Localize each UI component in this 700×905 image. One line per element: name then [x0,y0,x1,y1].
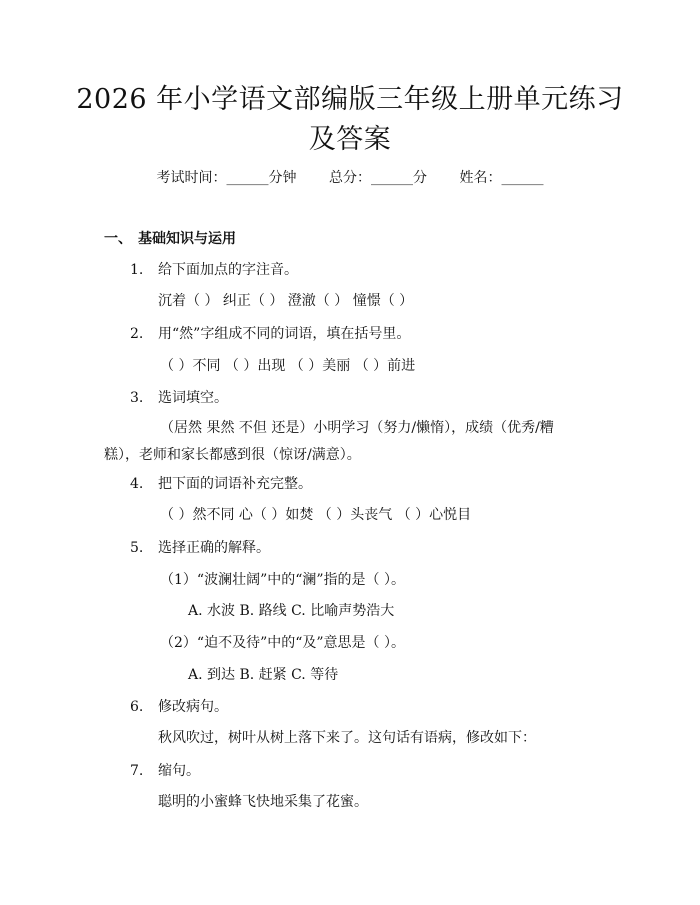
exam-info [0,168,700,188]
question-3-content: （居然 果然 不但 还是）小明学习（努力/懒惰），成绩（优秀/糟糕），老师和家长都感到很（惊讶/满意）。 [104,420,554,463]
question-7-content: 聪明的小蜜蜂飞快地采集了花蜜。 [158,794,368,810]
question-number: 6. [130,699,144,715]
question-number: 5. [130,540,144,556]
question-5-sub-2: （2）“迫不及待”中的“及”意思是（ ）。 [160,635,405,651]
question-number: 1. [130,262,144,278]
question-2-content: （ ）不同 （ ）出现 （ ）美丽 （ ）前进 [160,358,416,374]
section-heading [104,228,236,248]
question-1 [130,260,298,280]
question-2 [130,324,410,344]
section-title: 基础知识与运用 [138,231,236,247]
exam-score: 总分：______分 [329,170,427,186]
title-line-2: 及答案 [308,124,392,155]
question-text: 给下面加点的字注音。 [158,262,298,278]
question-3 [130,388,228,408]
page-title [60,80,640,160]
question-text: 把下面的词语补充完整。 [158,476,312,492]
question-6-content: 秋风吹过，树叶从树上落下来了。这句话有语病，修改如下： [158,730,536,746]
question-text: 修改病句。 [158,699,228,715]
question-1-content: 沉着（ ） 纠正（ ） 澄澈（ ） 憧憬（ ） [158,293,414,309]
question-text: 选择正确的解释。 [158,540,270,556]
question-number: 2. [130,326,144,342]
section-number: 一、 [104,231,132,247]
question-number: 3. [130,390,144,406]
student-name: 姓名：______ [459,170,544,186]
question-text: 用“然”字组成不同的词语，填在括号里。 [158,326,411,342]
question-text: 缩句。 [158,763,200,779]
title-line-1: 2026 年小学语文部编版三年级上册单元练习 [76,84,624,115]
question-7 [130,761,200,781]
question-6 [130,697,228,717]
question-number: 4. [130,476,144,492]
question-5-options-1: A. 水波 B. 路线 C. 比喻声势浩大 [188,603,395,619]
question-text: 选词填空。 [158,390,228,406]
question-4 [130,474,312,494]
question-4-content: （ ）然不同 心（ ）如焚 （ ）头丧气 （ ）心悦目 [160,507,472,523]
question-5-sub-1: （1）“波澜壮阔”中的“澜”指的是（ ）。 [160,572,405,588]
question-5 [130,538,270,558]
question-5-options-2: A. 到达 B. 赶紧 C. 等待 [188,667,339,683]
exam-time: 考试时间：______分钟 [156,170,297,186]
question-number: 7. [130,763,144,779]
